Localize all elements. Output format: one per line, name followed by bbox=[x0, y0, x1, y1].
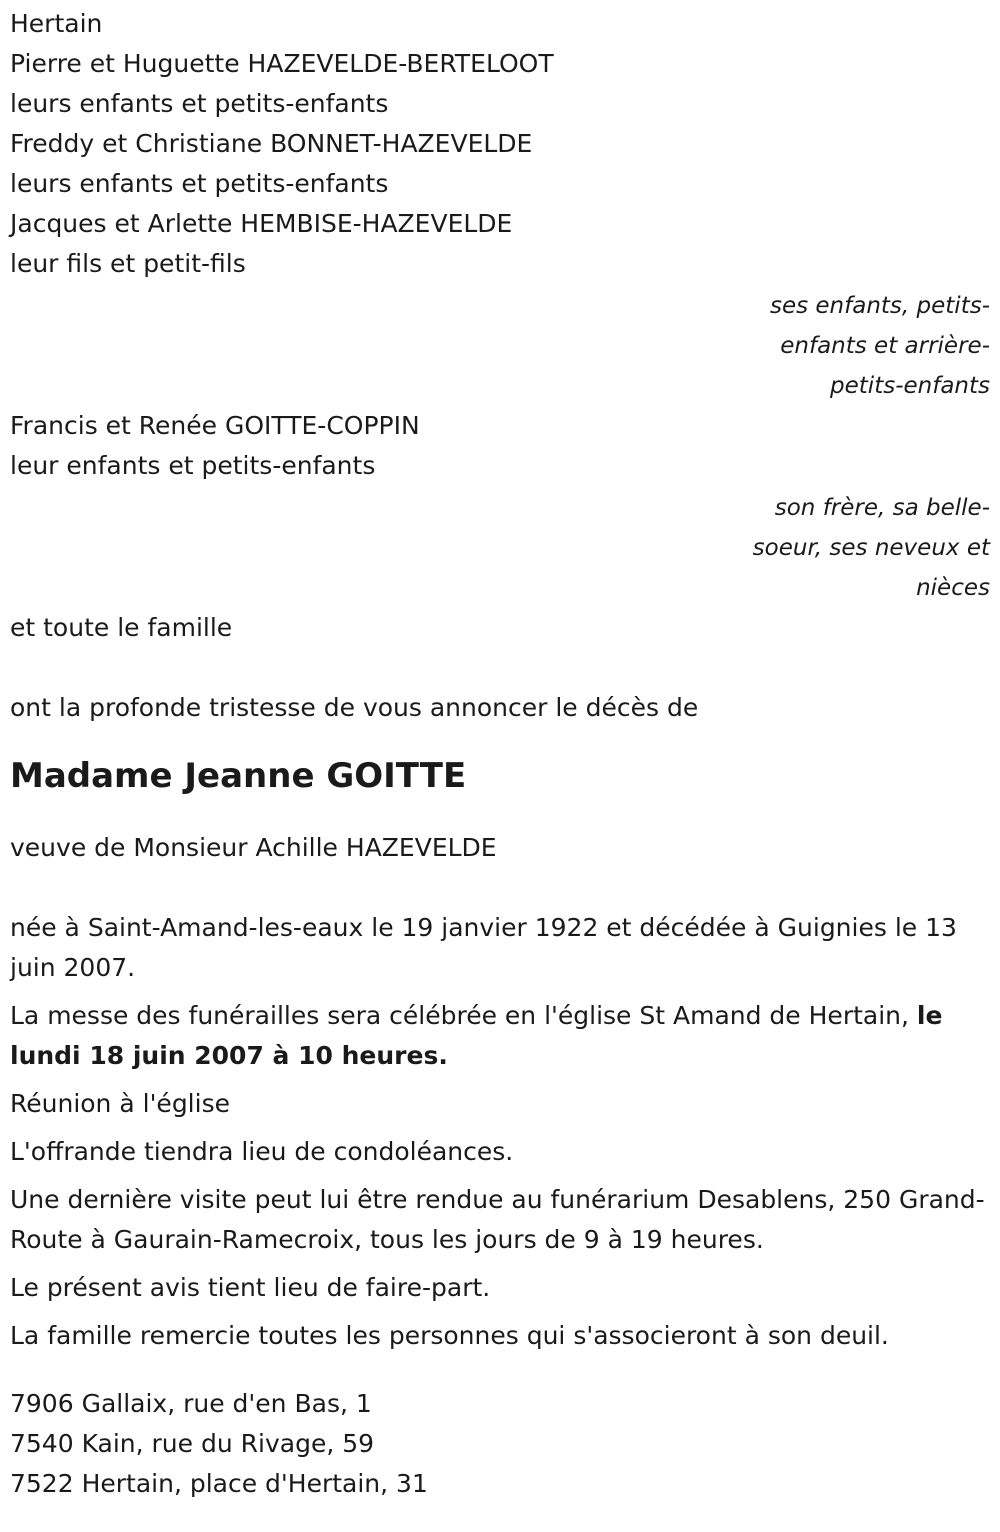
relation-line: soeur, ses neveux et bbox=[752, 535, 990, 561]
family-line: leur fils et petit-fils bbox=[10, 249, 246, 278]
address-line: 7540 Kain, rue du Rivage, 59 bbox=[10, 1429, 375, 1458]
relation-line: ses enfants, petits- bbox=[769, 293, 990, 319]
family-line: Freddy et Christiane BONNET-HAZEVELDE bbox=[10, 129, 533, 158]
family-line: Francis et Renée GOITTE-COPPIN bbox=[10, 411, 420, 440]
address-list bbox=[10, 1384, 990, 1504]
funeral-intro: La messe des funérailles sera célébrée en l'église St Amand de Hertain, bbox=[10, 1001, 917, 1030]
family-list bbox=[10, 4, 990, 648]
widow-of-text: veuve de Monsieur Achille HAZEVELDE bbox=[10, 833, 497, 862]
funeral-date: le lundi 18 juin 2007 à 10 heures. bbox=[10, 1001, 943, 1070]
family-line: Jacques et Arlette HEMBISE-HAZEVELDE bbox=[10, 209, 513, 238]
offering-text: L'offrande tiendra lieu de condoléances. bbox=[10, 1137, 514, 1166]
spacer bbox=[10, 648, 990, 688]
deceased-name: Madame Jeanne GOITTE bbox=[10, 756, 467, 796]
relation-line: enfants et arrière- bbox=[780, 333, 990, 359]
relation-line: son frère, sa belle- bbox=[774, 495, 990, 521]
family-line: leur enfants et petits-enfants bbox=[10, 451, 376, 480]
family-closing: et toute le famille bbox=[10, 613, 233, 642]
family-line: Pierre et Huguette HAZEVELDE-BERTELOOT bbox=[10, 49, 554, 78]
funeral-text bbox=[10, 996, 990, 1076]
spacer bbox=[10, 1364, 990, 1384]
relation-line: nièces bbox=[916, 575, 990, 601]
birth-death-text: née à Saint-Amand-les-eaux le 19 janvier 1922 et décédée à Guignies le 13 juin 2007. bbox=[10, 913, 957, 982]
family-line: leurs enfants et petits-enfants bbox=[10, 89, 389, 118]
relation-children bbox=[10, 286, 990, 406]
place-name: Hertain bbox=[10, 9, 103, 38]
address-line: 7906 Gallaix, rue d'en Bas, 1 bbox=[10, 1389, 372, 1418]
meeting-text: Réunion à l'église bbox=[10, 1089, 230, 1118]
thanks-text: La famille remercie toutes les personnes qui s'associeront à son deuil. bbox=[10, 1321, 889, 1350]
relation-sibling bbox=[10, 488, 990, 608]
visit-text: Une dernière visite peut lui être rendue au funérarium Desablens, 250 Grand-Route à Gaurain-Ramecroix, tous les jours de 9 à 19 heures. bbox=[10, 1185, 985, 1254]
relation-line: petits-enfants bbox=[830, 373, 990, 399]
announcement-text: ont la profonde tristesse de vous annoncer le décès de bbox=[10, 693, 699, 722]
notice-text: Le présent avis tient lieu de faire-part. bbox=[10, 1273, 491, 1302]
spacer bbox=[10, 868, 990, 908]
family-line: leurs enfants et petits-enfants bbox=[10, 169, 389, 198]
address-line: 7522 Hertain, place d'Hertain, 31 bbox=[10, 1469, 428, 1498]
